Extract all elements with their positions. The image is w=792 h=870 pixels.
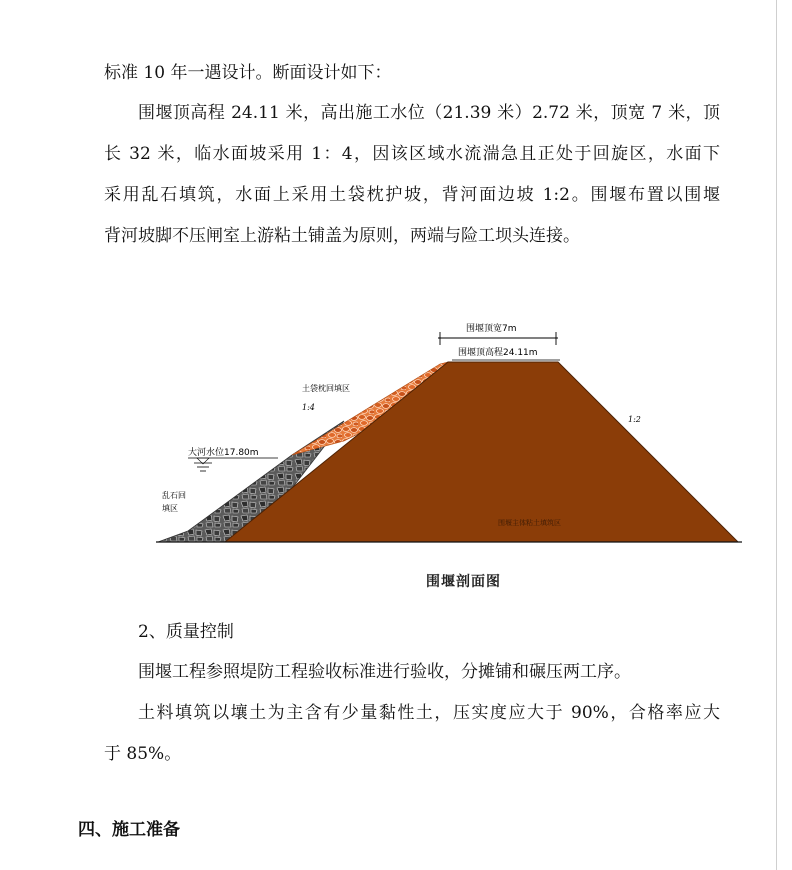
page-edge (776, 0, 777, 870)
figure-caption: 围堰剖面图 (426, 574, 501, 590)
paragraph-design-line-1: 围堰顶高程 24.11 米，高出施工水位（21.39 米）2.72 米，顶宽 7 米，顶 (138, 103, 720, 123)
earth-body-label: 围堰主体粘土填筑区 (498, 519, 561, 527)
cofferdam-section-figure (150, 318, 750, 548)
slope-right-label: 1:2 (628, 415, 641, 424)
top-width-label: 围堰顶宽7m (466, 324, 517, 334)
top-elevation-label: 围堰顶高程24.11m (458, 348, 538, 358)
section-preparation-heading: 四、施工准备 (78, 820, 180, 840)
paragraph-design-line-2: 长 32 米，临水面坡采用 1：4，因该区域水流湍急且正处于回旋区，水面下 (104, 144, 720, 164)
section-quality-line-1: 围堰工程参照堤防工程验收标准进行验收，分摊铺和碾压两工序。 (138, 662, 631, 682)
sandbag-zone-label: 土袋枕回填区 (302, 384, 350, 393)
paragraph-intro-line: 标准 10 年一遇设计。断面设计如下： (104, 63, 392, 83)
paragraph-design-line-4: 背河坡脚不压闸室上游粘土铺盖为原则，两端与险工坝头连接。 (104, 226, 580, 246)
cofferdam-section-diagram (150, 318, 750, 548)
slope-left-label: 1:4 (302, 403, 315, 412)
riprap-zone-label-2: 填区 (162, 504, 178, 513)
water-level-label: 大河水位17.80m (188, 448, 259, 458)
riprap-zone-label-1: 乱石回 (162, 491, 186, 500)
section-quality-line-3: 于 85%。 (104, 744, 182, 764)
section-quality-title: 2、质量控制 (138, 622, 234, 642)
section-quality-line-2: 土料填筑以壤土为主含有少量黏性土，压实度应大于 90%，合格率应大 (138, 703, 720, 723)
paragraph-design-line-3: 采用乱石填筑，水面上采用土袋枕护坡，背河面边坡 1:2。围堰布置以围堰 (104, 185, 720, 205)
